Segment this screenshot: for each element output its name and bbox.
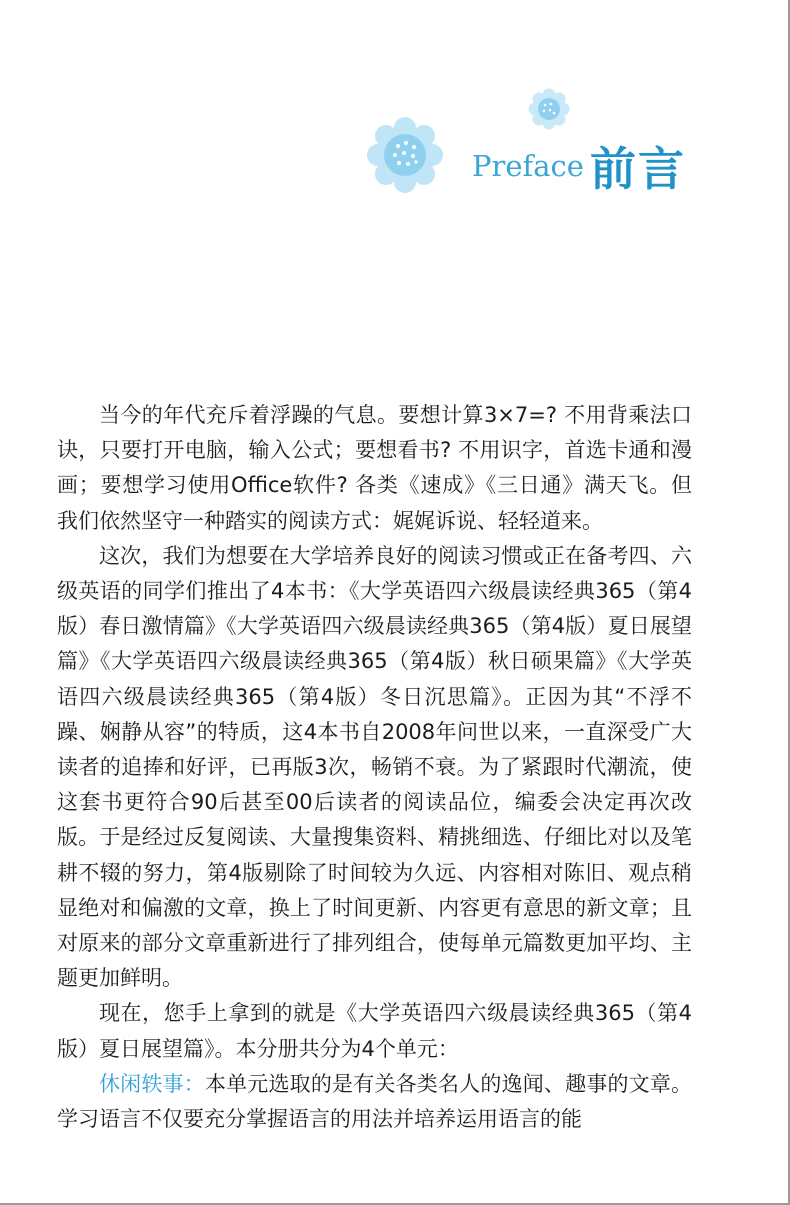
preface-title-en: Preface [472,149,584,183]
small-flower-decoration-icon [525,85,573,133]
paragraph-4 [57,1067,692,1137]
preface-header [360,85,700,205]
paragraph-1: 当今的年代充斥着浮躁的气息。要想计算3×7=? 不用背乘法口诀，只要打开电脑，输入公式；要想看书? 不用识字，首选卡通和漫画；要想学习使用Office软件? 各类《速成》《三日通》满天飞。但我们依然坚守一种踏实的阅读方式：娓娓诉说、轻轻道来。 [57,403,692,533]
preface-body [57,398,692,1137]
unit-description: 本单元选取的是有关各类名人的逸闻、趣事的文章。学习语言不仅要充分掌握语言的用法并培养运用语言的能 [57,1071,693,1132]
unit-label: 休闲轶事： [99,1071,205,1096]
flower-decoration-icon [360,110,450,200]
paragraph-2: 这次，我们为想要在大学培养良好的阅读习惯或正在备考四、六级英语的同学们推出了4本书：《大学英语四六级晨读经典365（第4版）春日激情篇》《大学英语四六级晨读经典365（第4版）夏日展望篇》《大学英语四六级晨读经典365（第4版）秋日硕果篇》《大学英语四六级晨读经典365（第4版）冬日沉思篇》。正因为其“不浮不躁、娴静从容”的特质，这4本书自2008年问世以来，一直深受广大读者的追捧和好评，已再版3次，畅销不衰。为了紧跟时代潮流，使这套书更符合90后甚至00后读者的阅读品位，编委会决定再次改版。于是经过反复阅读、大量搜集资料、精挑细选、仔细比对以及笔耕不辍的努力，第4版剔除了时间较为久远、内容相对陈旧、观点稍显绝对和偏激的文章，换上了时间更新、内容更有意思的新文章；且对原来的部分文章重新进行了排列组合，使每单元篇数更加平均、主题更加鲜明。 [57,543,692,991]
header-title [472,133,686,196]
paragraph-3: 现在，您手上拿到的就是《大学英语四六级晨读经典365（第4版）夏日展望篇》。本分册共分为4个单元： [57,1001,692,1061]
preface-title-cn: 前言 [589,142,686,196]
